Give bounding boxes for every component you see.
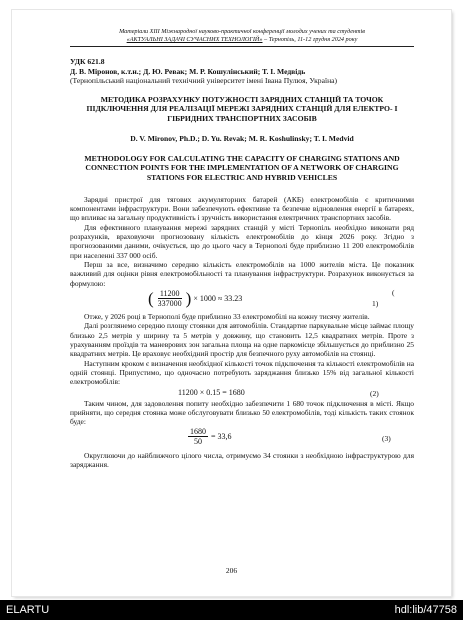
formula-2-expression: 11200 × 0.15 = 1680 <box>178 387 245 397</box>
formula-paren-right: ) <box>185 288 192 308</box>
formula-3 <box>70 427 414 451</box>
formula-1-expression <box>148 289 242 308</box>
formula-3-fraction <box>188 427 208 446</box>
formula-3-numerator: 1680 <box>190 426 206 436</box>
conference-header-line1: Матеріали XIII Міжнародної науково-практичної конференції молодих учених та студентів <box>119 28 365 35</box>
affiliation: (Тернопільський національний технічний університет імені Івана Пулюя, Україна) <box>70 76 338 85</box>
paragraph: Перш за все, визначимо середню кількість електромобілів на 1000 жителів міста. Це показник важливий для оцінки рівня електромобільності та планування інфраструктури. Розрахунок виконується за формулою: <box>70 259 414 288</box>
repository-name: ELARTU <box>6 604 50 616</box>
formula-3-rest: = 33,6 <box>211 431 232 441</box>
formula-3-denominator: 50 <box>194 436 202 446</box>
formula-1 <box>70 288 414 312</box>
page-content <box>70 28 414 469</box>
paragraph: Наступним кроком є визначення необхідної кількості точок підключення та кількості електромобілів на одній стоянці. Припустимо, що одночасно потребують заряджання близько 15% від загальної кількості електромобілів: <box>70 358 414 387</box>
formula-1-fraction <box>156 289 184 308</box>
document-page <box>12 10 451 596</box>
footer-bar <box>0 600 463 620</box>
authors-english: D. V. Mironov, Ph.D.; D. Yu. Revak; M. R. Koshulinsky; T. I. Medvid <box>130 134 354 144</box>
formula-1-number-close: 1) <box>372 299 379 308</box>
formula-1-rest: × 1000 ≈ 33.23 <box>193 294 243 303</box>
conference-name: «АКТУАЛЬНІ ЗАДАЧІ СУЧАСНИХ ТЕХНОЛОГІЙ» <box>126 36 263 43</box>
paragraph: Округлюючи до найближчого цілого числа, отримуємо 34 стоянки з необхідною інфраструктурою для заряджання. <box>70 450 414 470</box>
formula-1-numerator: 11200 <box>159 289 180 298</box>
paragraph: Таким чином, для задоволення попиту необхідно забезпечити 1 680 точок підключення в місті. Якщо прийняти, що середня стоянка може обслуговувати близько 50 електромобілів, тоді кількість таких стоянок буде: <box>70 398 414 427</box>
udk-code: УДК 621.8 <box>70 57 105 66</box>
handle-id: hdl:lib/47758 <box>394 604 457 616</box>
formula-2 <box>70 387 414 399</box>
conference-header-line2 <box>70 36 414 44</box>
paragraph: Отже, у 2026 році в Тернополі буде приблизно 33 електромобілі на кожну тисячу жителів. <box>84 312 370 321</box>
header-rule <box>70 46 414 47</box>
paragraph: Зарядні пристрої для тягових акумуляторних батарей (АКБ) електромобілів є критичними компонентами інфраструктури. Вони забезпечують ефективне та безпечне відновлення енергії в батареях, що впливає на загальну продуктивність і зручність використання електричних транспортних засобів. <box>70 194 414 223</box>
formula-3-expression <box>188 427 232 446</box>
formula-paren-left: ( <box>148 288 154 308</box>
article-body <box>70 195 414 470</box>
page-number: 206 <box>225 566 238 575</box>
paragraph: Для ефективного планування мережі зарядних станцій у місті Тернопіль необхідно виконати ряд розрахунків, враховуючи прогнозовану кількість електромобілів до кінця 2026 року. Згідно з прогнозованими даними, очікується, що до цього часу в Тернополі буде приблизно 11 200 електромобілів при населенні 337 000 осіб. <box>70 222 414 260</box>
title-ukrainian: МЕТОДИКА РОЗРАХУНКУ ПОТУЖНОСТІ ЗАРЯДНИХ СТАНЦІЙ ТА ТОЧОК ПІДКЛЮЧЕННЯ ДЛЯ РЕАЛІЗАЦІЇ МЕРЕЖІ ЗАРЯДНИХ СТАНЦІЙ ДЛЯ ЕЛЕКТРО- І ГІБРИДНИХ ТРАНСПОРТНИХ ЗАСОБІВ <box>86 94 398 123</box>
formula-1-denominator: 337000 <box>157 299 182 308</box>
formula-1-number-open: ( <box>392 288 395 297</box>
paragraph: Далі розглянемо середню площу стоянки для автомобілів. Стандартне паркувальне місце займає площу близько 2,5 метрів у ширину та 5 метрів у довжину, що становить 12,5 квадратних метрів. Проте з урахуванням проїздів та маневрових зон загальна площа на одне паркомісце збільшується до приблизно 25 квадратних метрів. Це враховує необхідний простір для безпечного руху автомобілів на стоянці. <box>70 321 414 359</box>
conference-date: – Тернопіль, 11-12 грудня 2024 року <box>262 36 358 43</box>
conference-header <box>70 28 414 44</box>
formula-2-number: (2) <box>370 388 379 398</box>
authors-ukrainian: Д. В. Міронов, к.т.н.; Д. Ю. Ревак; М. Р. Кошулінський; Т. І. Медвідь <box>70 66 306 76</box>
formula-3-number: (3) <box>382 433 391 443</box>
title-english: METHODOLOGY FOR CALCULATING THE CAPACITY OF CHARGING STATIONS AND CONNECTION POINTS FOR THE IMPLEMENTATION OF A NETWORK OF CHARGING STATIONS FOR ELECTRIC AND HYBRID VEHICLES <box>84 153 400 182</box>
